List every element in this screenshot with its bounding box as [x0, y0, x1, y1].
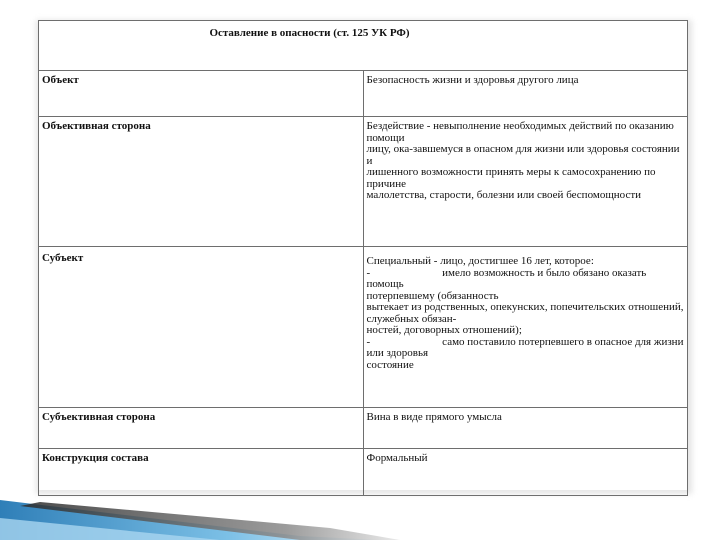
value-line: Бездействие - невыполнение необходимых действий по оказанию помощи [366, 120, 674, 144]
crime-composition-table [38, 20, 688, 496]
value-line: состояние [366, 358, 414, 371]
value-line: вытекает из родственных, опекунских, попечительских отношений, [366, 301, 684, 313]
table-row [39, 247, 688, 408]
table-row [39, 117, 688, 247]
value-line: Безопасность жизни и здоровья другого лица [366, 74, 579, 86]
value-line: ностей, договорных отношений); [366, 324, 522, 336]
value-line: лишенного возможности принять меры к самосохранению по причине [366, 166, 656, 190]
row-value-construction [363, 449, 688, 496]
table-row [39, 408, 688, 449]
row-label-subject: Субъект [39, 247, 364, 408]
row-label-objective-side: Объективная сторона [39, 117, 364, 247]
value-line: потерпевшему (обязанность [366, 289, 499, 302]
dash-marker: - [366, 266, 371, 279]
value-line-with-dash [367, 337, 685, 360]
value-line: само поставило потерпевшего в опасное для жизни или здоровья [366, 335, 684, 359]
value-line: Формальный [366, 452, 428, 464]
row-label-object: Объект [39, 71, 364, 117]
light-swoosh [0, 518, 220, 540]
table-title-row [39, 21, 688, 71]
table-row [39, 449, 688, 496]
row-value-subjective-side [363, 408, 688, 449]
value-line: лицу, ока-завшемуся в опасном для жизни или здоровья состоянии и [366, 143, 680, 167]
table-row [39, 71, 688, 117]
dash-marker: - [366, 335, 371, 348]
row-value-object [363, 71, 688, 117]
value-line: Вина в виде прямого умысла [366, 411, 502, 423]
row-value-subject [363, 247, 688, 408]
blue-swoosh [0, 500, 380, 540]
row-label-construction: Конструкция состава [39, 449, 364, 496]
value-line: малолетства, старости, болезни или своей беспомощности [366, 189, 642, 201]
row-label-subjective-side: Субъективная сторона [39, 408, 364, 449]
row-value-objective-side [363, 117, 688, 247]
document-page [38, 20, 688, 490]
value-line: имело возможность и было обязано оказать помощь [366, 266, 647, 290]
dark-swoosh [20, 502, 400, 540]
table-title: Оставление в опасности (ст. 125 УК РФ) [39, 21, 688, 71]
value-line: Специальный - лицо, достигшее 16 лет, которое: [366, 255, 594, 267]
value-line-with-dash [367, 268, 685, 291]
value-line: служебных обязан- [366, 312, 457, 325]
